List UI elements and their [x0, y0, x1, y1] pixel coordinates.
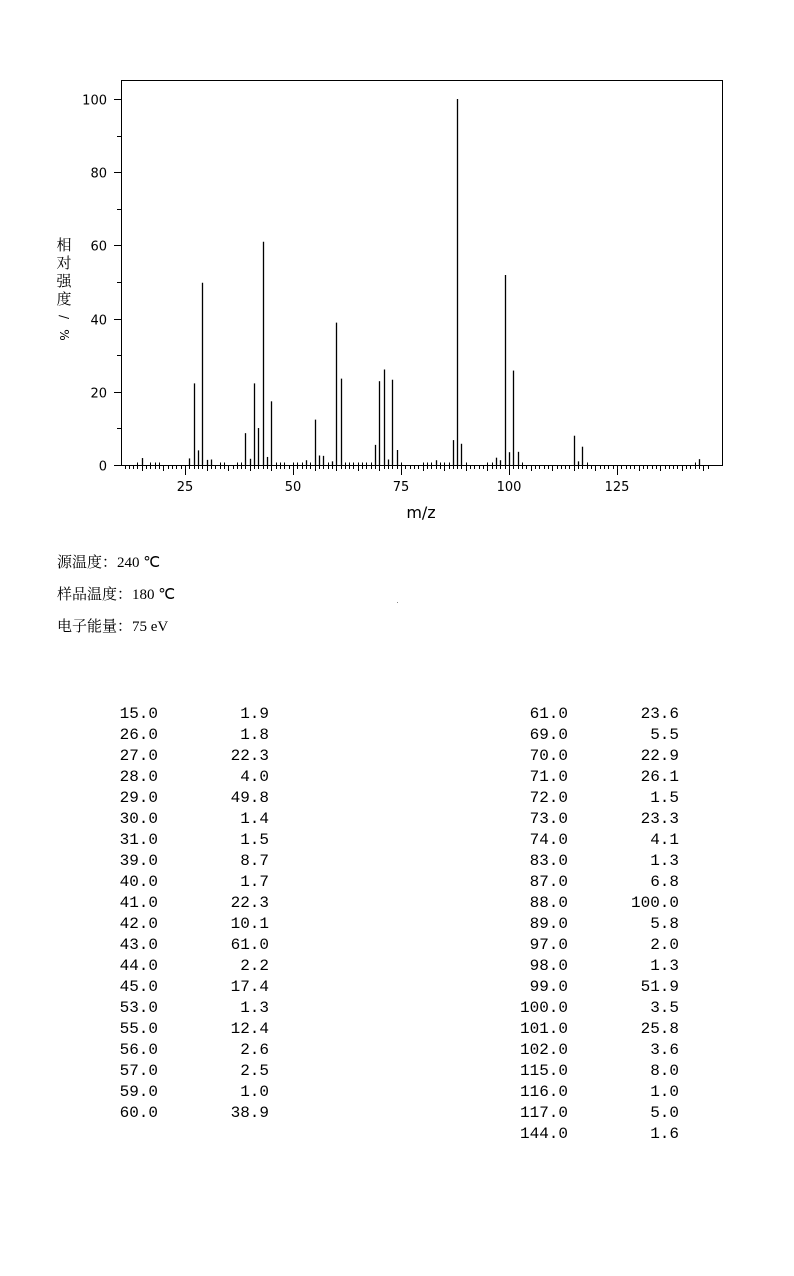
peak-mz: 69.0 [529, 726, 568, 744]
peak-mz: 98.0 [529, 957, 568, 975]
peak-abundance: 23.3 [640, 810, 679, 828]
peak-table-row [0, 851, 794, 872]
peak-table-row [0, 935, 794, 956]
peak-table-row [0, 725, 794, 746]
peak-abundance: 3.6 [650, 1041, 679, 1059]
peak-abundance: 1.5 [240, 831, 269, 849]
peak-mz: 115.0 [519, 1062, 568, 1080]
x-axis-label: m/z [406, 503, 436, 522]
peak-abundance: 25.8 [640, 1020, 679, 1038]
peak-mz: 83.0 [529, 852, 568, 870]
peak-abundance: 22.9 [640, 747, 679, 765]
peak-abundance: 1.0 [650, 1083, 679, 1101]
peak-table-row [0, 809, 794, 830]
peak-abundance: 5.8 [650, 915, 679, 933]
peak-abundance: 2.6 [240, 1041, 269, 1059]
stray-dot [397, 602, 398, 603]
peak-mz: 57.0 [119, 1062, 158, 1080]
peak-abundance: 1.6 [650, 1125, 679, 1143]
peak-abundance: 51.9 [640, 978, 679, 996]
svg-text:相: 相 [56, 236, 72, 254]
peak-table-row [0, 1082, 794, 1103]
peak-mz: 117.0 [519, 1104, 568, 1122]
condition-label: 样品温度： [57, 585, 133, 603]
peak-mz: 42.0 [119, 915, 158, 933]
peak-table-row [0, 1061, 794, 1082]
peak-abundance: 1.4 [240, 810, 269, 828]
peak-table-row [0, 893, 794, 914]
peak-abundance: 10.1 [230, 915, 269, 933]
peak-mz: 56.0 [119, 1041, 158, 1059]
peak-abundance: 5.5 [650, 726, 679, 744]
peak-mz: 45.0 [119, 978, 158, 996]
peak-table-row [0, 1040, 794, 1061]
y-tick-label: 60 [90, 239, 107, 255]
peak-mz: 102.0 [519, 1041, 568, 1059]
peak-abundance: 26.1 [640, 768, 679, 786]
peak-abundance: 2.2 [240, 957, 269, 975]
peak-table-row [0, 1103, 794, 1124]
peak-mz: 144.0 [519, 1125, 568, 1143]
peak-table-row [0, 767, 794, 788]
peak-mz: 30.0 [119, 810, 158, 828]
x-tick-label: 50 [284, 480, 302, 495]
peak-abundance: 1.9 [240, 705, 269, 723]
peak-table-row [0, 956, 794, 977]
peak-mz: 61.0 [529, 705, 568, 723]
peak-abundance: 49.8 [230, 789, 269, 807]
peak-mz: 74.0 [529, 831, 568, 849]
x-tick-label: 100 [496, 480, 522, 495]
peak-mz: 28.0 [119, 768, 158, 786]
peak-mz: 70.0 [529, 747, 568, 765]
peak-mz: 71.0 [529, 768, 568, 786]
condition-value: 75 eV [132, 619, 169, 635]
condition-source-temp [57, 551, 160, 572]
peak-mz: 99.0 [529, 978, 568, 996]
peak-mz: 26.0 [119, 726, 158, 744]
peak-mz: 31.0 [119, 831, 158, 849]
condition-value: 240 ℃ [117, 555, 161, 571]
peak-table-row [0, 872, 794, 893]
peak-mz: 27.0 [119, 747, 158, 765]
y-tick-label: 100 [82, 93, 107, 109]
peak-mz: 89.0 [529, 915, 568, 933]
peak-abundance: 38.9 [230, 1104, 269, 1122]
peak-abundance: 6.8 [650, 873, 679, 891]
peak-mz: 88.0 [529, 894, 568, 912]
svg-text:度: 度 [56, 290, 72, 308]
peak-abundance: 3.5 [650, 999, 679, 1017]
y-axis [82, 94, 121, 475]
peak-abundance: 2.5 [240, 1062, 269, 1080]
peak-mz: 101.0 [519, 1020, 568, 1038]
peak-abundance: 1.3 [650, 957, 679, 975]
peak-abundance: 17.4 [230, 978, 269, 996]
peak-mz: 55.0 [119, 1020, 158, 1038]
peak-mz: 29.0 [119, 789, 158, 807]
y-tick-label: 40 [90, 313, 107, 329]
y-tick-label: 20 [90, 386, 107, 402]
peak-abundance: 22.3 [230, 894, 269, 912]
peak-abundance: 100.0 [630, 894, 679, 912]
peak-abundance: 12.4 [230, 1020, 269, 1038]
peak-abundance: 1.3 [240, 999, 269, 1017]
peak-table-row [0, 788, 794, 809]
peak-abundance: 61.0 [230, 936, 269, 954]
svg-text:/: / [57, 314, 71, 320]
peak-mz: 87.0 [529, 873, 568, 891]
x-tick-label: 25 [176, 480, 194, 495]
peak-mz: 116.0 [519, 1083, 568, 1101]
peak-mz: 44.0 [119, 957, 158, 975]
x-tick-label: 125 [604, 480, 630, 495]
peak-table-row [0, 977, 794, 998]
peak-mz: 15.0 [119, 705, 158, 723]
peak-table-row [0, 1019, 794, 1040]
peak-abundance: 8.7 [240, 852, 269, 870]
condition-label: 源温度： [57, 553, 118, 571]
peak-mz: 97.0 [529, 936, 568, 954]
condition-value: 180 ℃ [132, 587, 176, 603]
condition-sample-temp [57, 583, 175, 604]
peak-table-row [0, 998, 794, 1019]
peak-mz: 41.0 [119, 894, 158, 912]
peak-mz: 39.0 [119, 852, 158, 870]
svg-text:%: % [57, 329, 71, 341]
peak-abundance: 1.8 [240, 726, 269, 744]
y-tick-label: 0 [98, 459, 107, 475]
peak-abundance: 1.3 [650, 852, 679, 870]
peak-mz: 43.0 [119, 936, 158, 954]
peak-table-row [0, 830, 794, 851]
peak-mz: 53.0 [119, 999, 158, 1017]
peak-mz: 40.0 [119, 873, 158, 891]
peak-sticks [138, 99, 700, 465]
peak-mz: 73.0 [529, 810, 568, 828]
peak-table-row [0, 914, 794, 935]
peak-abundance: 23.6 [640, 705, 679, 723]
peak-abundance: 2.0 [650, 936, 679, 954]
peak-table-row [0, 704, 794, 725]
condition-electron-energy [57, 615, 168, 636]
peak-mz: 59.0 [119, 1083, 158, 1101]
condition-label: 电子能量： [57, 617, 133, 635]
peak-mz: 100.0 [519, 999, 568, 1017]
x-axis [122, 465, 723, 495]
x-tick-label: 75 [392, 480, 410, 495]
mass-spectrum-chart [0, 0, 794, 530]
peak-abundance: 4.1 [650, 831, 679, 849]
peak-table-row [0, 746, 794, 767]
peak-abundance: 1.0 [240, 1083, 269, 1101]
plot-frame [122, 81, 723, 466]
peak-table-right [0, 704, 794, 1145]
peak-mz: 72.0 [529, 789, 568, 807]
y-tick-label: 80 [90, 166, 107, 182]
y-axis-label [56, 236, 72, 341]
peak-abundance: 4.0 [240, 768, 269, 786]
svg-text:强: 强 [56, 272, 72, 290]
peak-mz: 60.0 [119, 1104, 158, 1122]
peak-abundance: 22.3 [230, 747, 269, 765]
peak-table-row [0, 1124, 794, 1145]
peak-abundance: 1.5 [650, 789, 679, 807]
peak-abundance: 1.7 [240, 873, 269, 891]
peak-abundance: 8.0 [650, 1062, 679, 1080]
peak-abundance: 5.0 [650, 1104, 679, 1122]
svg-text:对: 对 [56, 254, 72, 272]
